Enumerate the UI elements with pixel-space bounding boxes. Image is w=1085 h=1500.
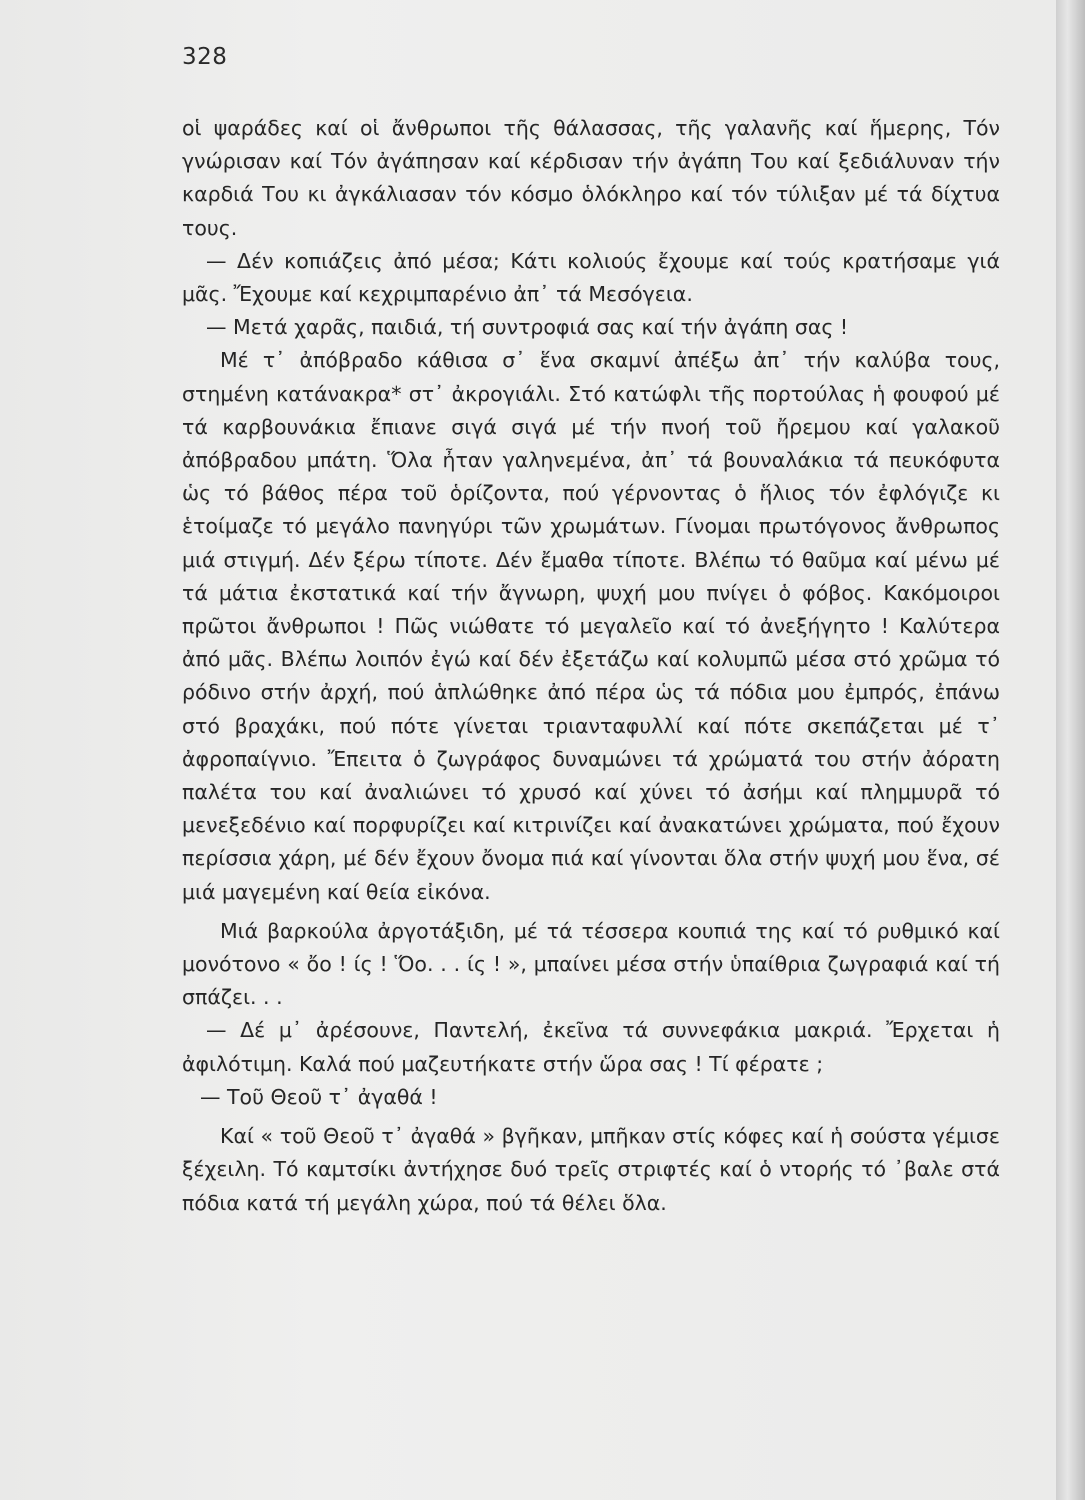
paragraph-5: Μιά βαρκούλα ἀργοτάξιδη, μέ τά τέσσερα κουπιά της καί τό ρυθμικό καί μονότονο « ὄο ! ίς ! Ὅο. . . ίς ! », μπαίνει μέσα στήν ὑπαίθρια ζωγραφιά καί τή σπάζει. . . [182, 918, 1000, 1010]
page-edge-shadow [1056, 0, 1085, 1500]
paragraph-3-dialogue: — Μετά χαρᾶς, παιδιά, τή συντροφιά σας καί τήν ἀγάπη σας ! [206, 315, 849, 340]
paragraph-1: οἱ ψαράδες καί οἱ ἄνθρωποι τῆς θάλασσας, τῆς γαλανῆς καί ἥμερης, Τόν γνώρισαν καί Τόν ἀγάπησαν καί κέρδισαν τήν ἀγάπη Του καί ξεδιάλυναν τήν καρδιά Του κι ἀγκάλιασαν τόν κόσμο ὁλόκληρο καί τόν τύλιξαν μέ τά δίχτυα τους. [182, 116, 1000, 240]
paragraph-8: Καί « τοῦ Θεοῦ τ᾿ ἀγαθά » βγῆκαν, μπῆκαν στίς κόφες καί ἡ σούστα γέμισε ξέχειλη. Τό καμτσίκι ἀντήχησε δυό τρεῖς στριφτές καί ὁ ντορής τό ᾽βαλε στά πόδια κατά τή μεγάλη χώρα, πού τά θέλει ὅλα. [182, 1124, 1000, 1215]
paragraph-7-dialogue: — Τοῦ Θεοῦ τ᾿ ἀγαθά ! [200, 1084, 438, 1109]
page-number: 328 [182, 44, 228, 70]
paragraph-6-dialogue: — Δέ μ᾿ ἀρέσουνε, Παντελή, ἐκεῖνα τά συννεφάκια μακριά. Ἔρχεται ἡ ἀφιλότιμη. Καλά πού μαζευτήκατε στήν ὥρα σας ! Τί φέρατε ; [182, 1018, 1000, 1076]
paragraph-4: Μέ τ᾿ ἀπόβραδο κάθισα σ᾿ ἕνα σκαμνί ἀπέξω ἀπ᾿ τήν καλύβα τους, στημένη κατάνακρα* στ᾿ ἀκρογιάλι. Στό κατώφλι τῆς πορτούλας ἡ φουφού μέ τά καρβουνάκια ἔπιανε σιγά σιγά μέ τήν πνοή τοῦ ἤρεμου καί γαλακοῦ ἀπόβραδου μπάτη. Ὅλα ἦταν γαληνεμένα, ἀπ᾿ τά βουναλάκια τά πευκόφυτα ὡς τό βάθος πέρα τοῦ ὁρίζοντα, πού γέρνοντας ὁ ἥλιος τόν ἐφλόγιζε κι ἑτοίμαζε τό μεγάλο πανηγύρι τῶν χρωμάτων. Γίνομαι πρωτόγονος ἄνθρωπος μιά στιγμή. Δέν ξέρω τίποτε. Δέν ἔμαθα τίποτε. Βλέπω τό θαῦμα καί μένω μέ τά μάτια ἐκστατικά καί τήν ἄγνωρη, ψυχή μου πνίγει ὁ φόβος. Κακόμοιροι πρῶτοι ἄνθρωποι ! Πῶς νιώθατε τό μεγαλεῖο καί τό ἀνεξήγητο ! Καλύτερα ἀπό μᾶς. Βλέπω λοιπόν ἐγώ καί δέν ἐξετάζω καί κολυμπῶ μέσα στό χρῶμα τό ρόδινο στήν ἀρχή, πού ἁπλώθηκε ἀπό πέρα ὡς τά πόδια μου ἐμπρός, ἐπάνω στό βραχάκι, πού πότε γίνεται τριανταφυλλί καί πότε σκεπάζεται μέ τ᾿ ἀφροπαίγνιο. Ἔπειτα ὁ ζωγράφος δυναμώνει τά χρώματά του στήν ἀόρατη παλέτα του καί ἀναλιώνει τό χρυσό καί χύνει τό ἀσήμι καί πλημμυρᾶ τό μενεξεδένιο καί πορφυρίζει καί κιτρινίζει καί ἀνακατώνει χρώματα, πού ἔχουν περίσσια χάρη, μέ δέν ἔχουν ὄνομα πιά καί γίνονται ὅλα στήν ψυχή μου ἕνα, σέ μιά μαγεμένη καί θεία εἰκόνα. [182, 348, 1000, 904]
paragraph-2-dialogue: — Δέν κοπιάζεις ἀπό μέσα; Κάτι κολιούς ἔχουμε καί τούς κρατήσαμε γιά μᾶς. Ἔχουμε καί κεχριμπαρένιο ἀπ᾿ τά Μεσόγεια. [182, 248, 1000, 307]
body-text [182, 112, 1000, 1220]
